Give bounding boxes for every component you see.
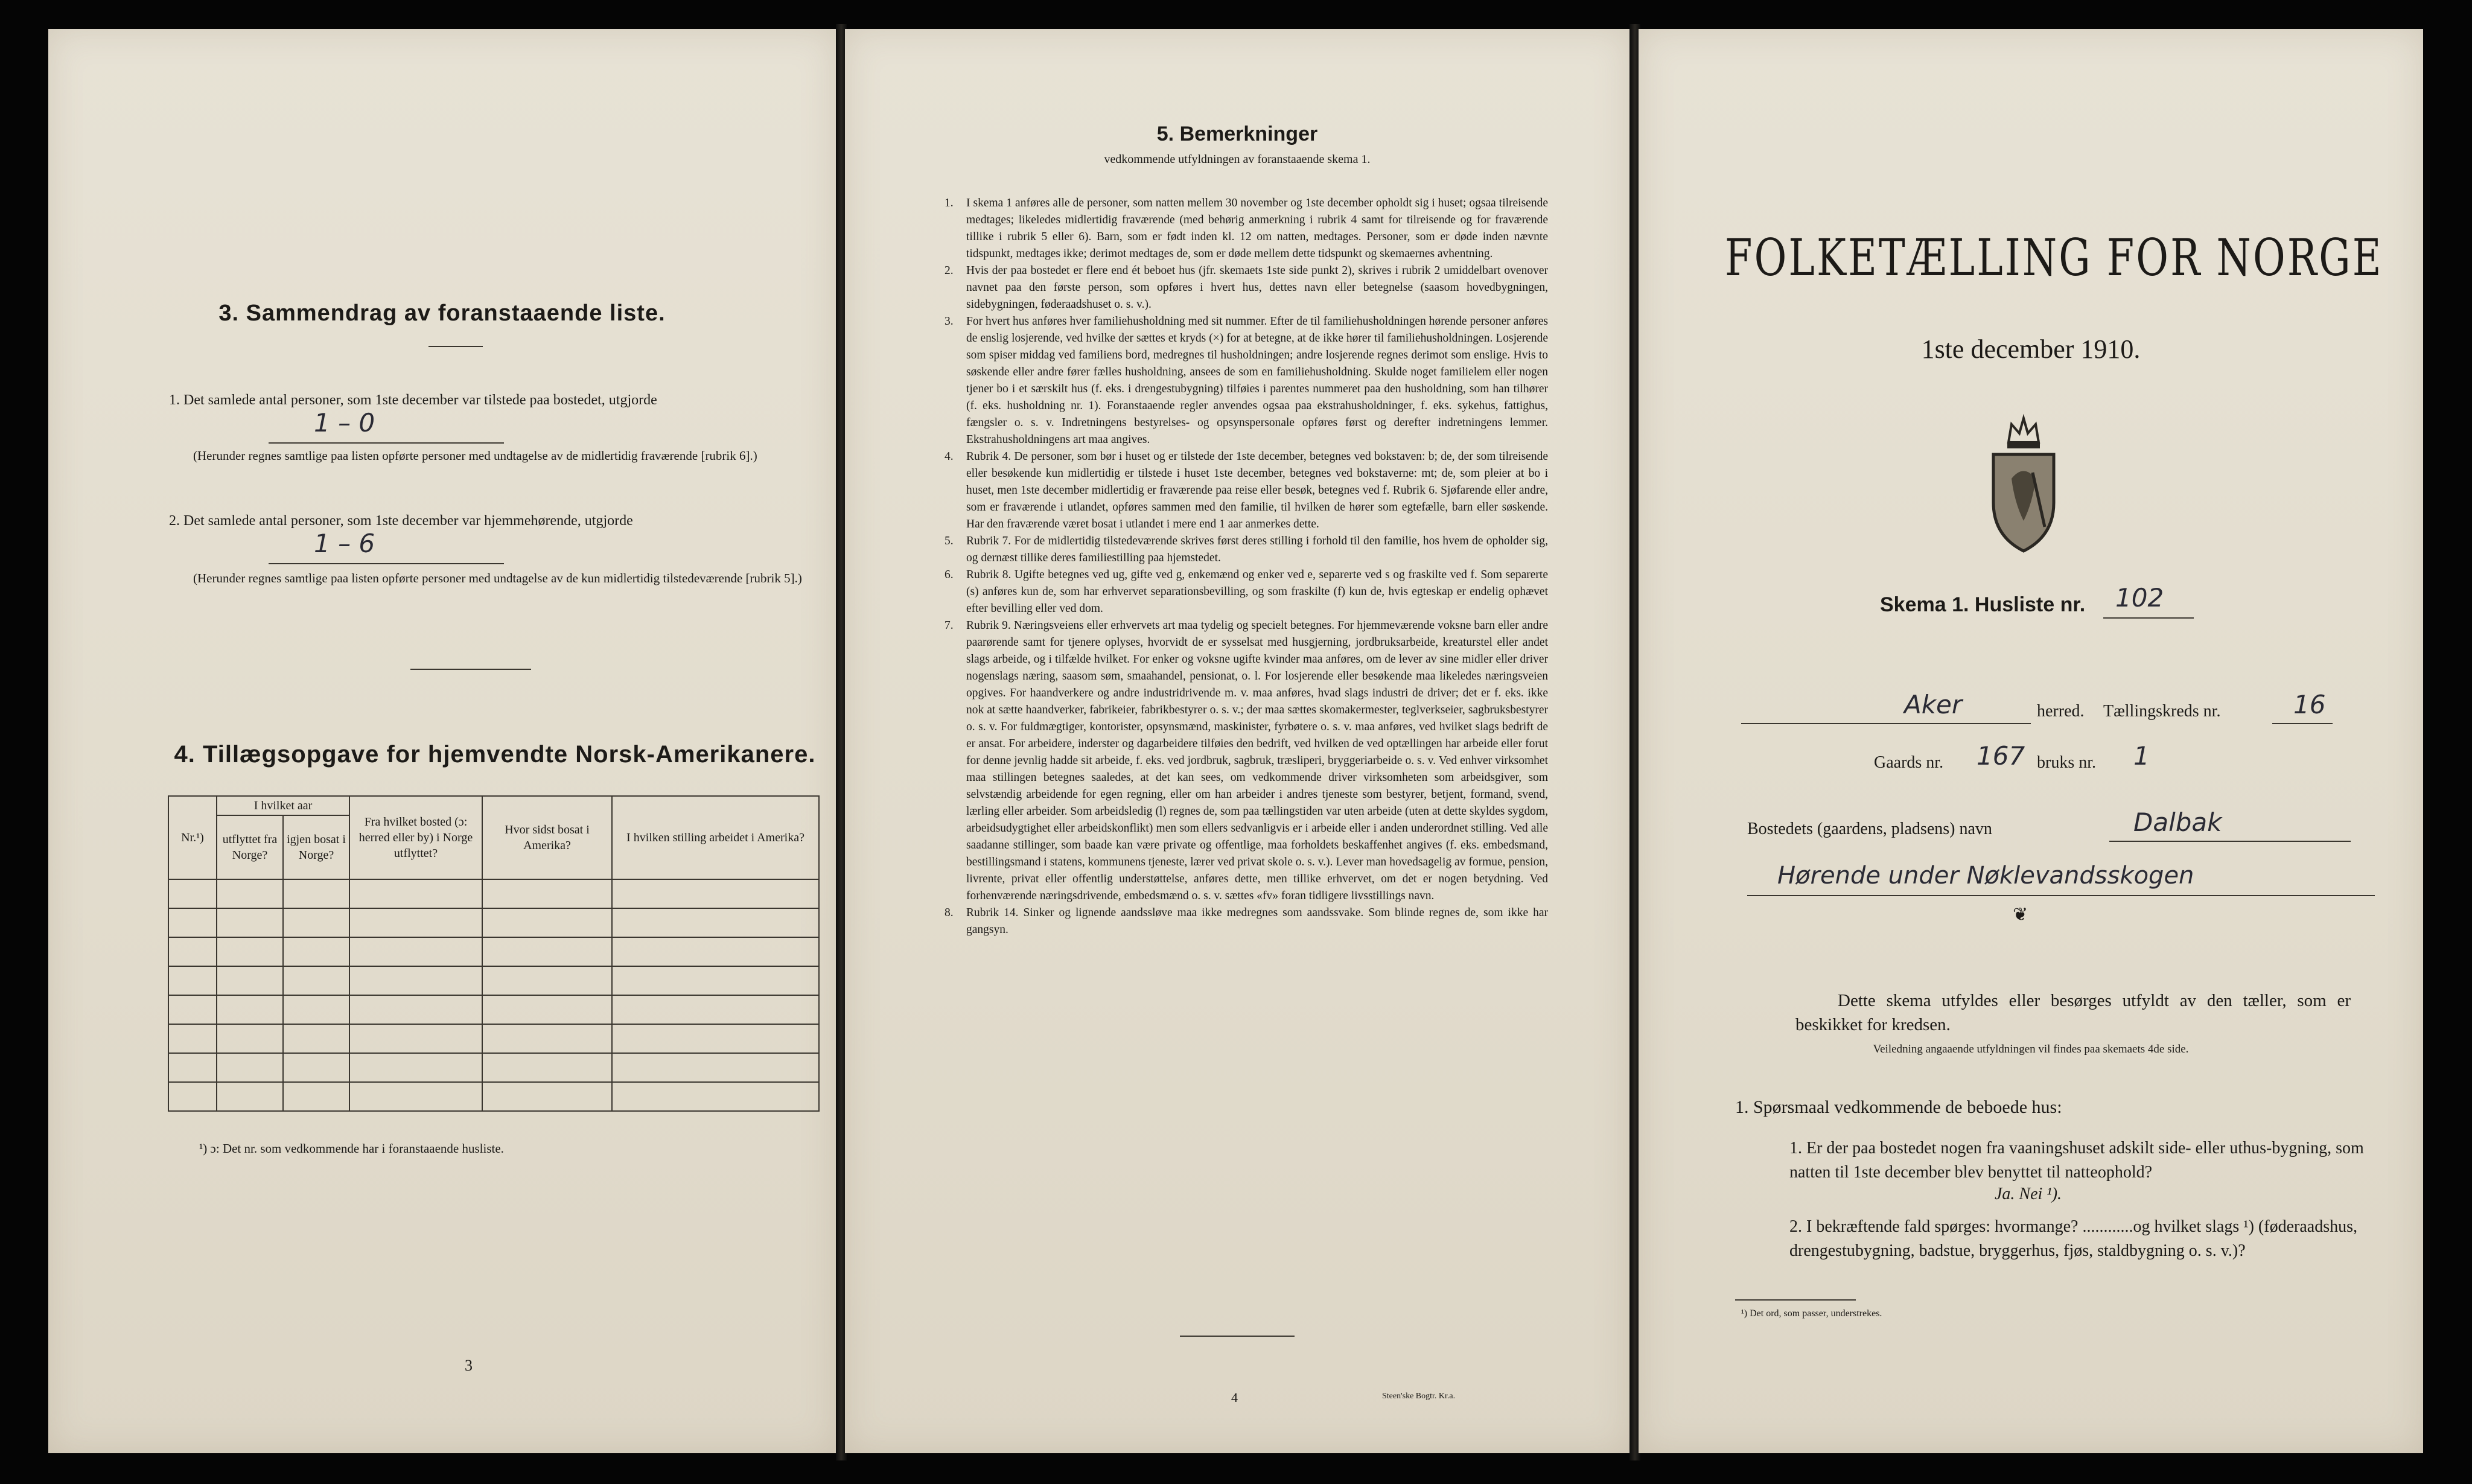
answer-line (2109, 841, 2351, 842)
page-1 (1639, 29, 2423, 1453)
gaards-value: 167 (1977, 741, 2025, 771)
q1-note: (Herunder regnes samtlige paa listen opførte personer med undtagelse av de midlertidig fraværende [rubrik 6].) (193, 448, 757, 463)
question-2: 2. I bekræftende fald spørges: hvormange? ............og hvilket slags ¹) (føderaadshus, drengestubygning, badstue, bryggerhus, fjøs, staldbygning o. s. v.)? (1789, 1217, 2357, 1260)
page-4 (845, 29, 1629, 1453)
table-row (168, 937, 819, 966)
q1-text: 1. Det samlede antal personer, som 1ste december var tilstede paa bostedet, utgjorde (169, 392, 657, 408)
col-group-year: I hvilket aar (217, 796, 349, 815)
bosted-label: Bostedets (gaardens, pladsens) navn (1747, 820, 1992, 838)
bruks-label: bruks nr. (2037, 753, 2096, 772)
list-item: 8. Rubrik 14. Sinker og lignende aandssløve maa ikke medregnes som aandssvake. Som blinde regnes de, som ikke har gangsyn. (945, 906, 1548, 936)
list-item: 6. Rubrik 8. Ugifte betegnes ved ug, gifte ved g, enkemænd og enker ved e, separerte ved s og fraskilte ved f. Som separerte (s) anføres kun de, som har erhvervet separationsbevilling, og som fraskilte (f) kun de, hvis egteskap er endelig ophævet efter bevilling eller ved dom. (945, 568, 1548, 615)
census-date: 1ste december 1910. (1921, 334, 2141, 364)
norsk-amerikanere-table (168, 795, 820, 1112)
table-row (168, 908, 819, 937)
intro-text: Dette skema utfyldes eller besørges utfyldt av den tæller, som er beskikket for kredsen. (1795, 991, 2351, 1034)
divider (1180, 1336, 1295, 1337)
table-row (168, 1053, 819, 1082)
table-footnote: ¹) ɔ: Det nr. som vedkommende har i foranstaaende husliste. (199, 1141, 504, 1156)
ornament-icon: ❦ (2013, 905, 2028, 925)
divider (428, 346, 483, 347)
form-title: FOLKETÆLLING FOR NORGE (1725, 228, 2383, 287)
guide-text: Veiledning angaaende utfyldningen vil findes paa skemaets 4de side. (1873, 1043, 2189, 1056)
divider (410, 669, 531, 670)
table-row (168, 1082, 819, 1111)
list-item: 2. Hvis der paa bostedet er flere end ét beboet hus (jfr. skemaets 1ste side punkt 2), skrives i rubrik 2 umiddelbart ovenover navnet paa den første person, som opføres i hvert hus, dettes navn eller betegnelse (saasom hovedbygningen, sidebygningen, føderaadshuset o. s. v.). (945, 264, 1548, 311)
schema-label: Skema 1. Husliste nr. (1880, 593, 2086, 616)
list-item: 3. For hvert hus anføres hver familiehusholdning med sit nummer. Efter de til familiehusholdningen hørende personer anføres de enslig losjerende, ved hvilke der sættes et kryds (×) for at betegne, at de ikke hører til familiehusholdningen. Losjerende som spiser middag ved familiens bord, medregnes til husholdningen; andre losjerende regnes derimot som enslige. Hvis to søskende eller andre fører fælles husholdning, ansees de som en familiehusholdning. Skulde noget familielem eller nogen tjener bo i et særskilt hus (f. eks. i drengestubygning) tilføies i parentes nummeret paa den husholdning, som han tilhører (f. eks. husholdning nr. 1). Foranstaaende regler anvendes ogsaa paa ekstrahusholdninger, f. eks. sykehus, fattighus, fængsler o. s. v. Indretningens bestyrelses- og opsynspersonale opføres først og derefter indretningens lemmer. Ekstrahusholdningens art maa angives. (945, 315, 1548, 446)
list-item: 4. Rubrik 4. De personer, som bør i huset og er tilstede der 1ste december, betegnes ved bokstaven: b; de, der som tilreisende eller besøkende kun midlertidig er tilstede i huset 1ste december, betegnes ved bokstaverne: mt; de, som pleier at bo i huset, men 1ste december midlertidig er fraværende paa reise eller besøk, betegnes ved f. Rubrik 6. Sjøfarende eller andre, som er fraværende i utlandet, opføres sammen med den familie, til hvilken de hører som egtefælle, barn eller søskende. Har den fraværende været bosat i utlandet i mere end 1 aar anmerkes dette. (945, 450, 1548, 530)
table-row (168, 966, 819, 995)
page-number: 3 (465, 1357, 473, 1374)
gaards-label: Gaards nr. (1874, 753, 1944, 772)
col-emigrated: utflyttet fra Norge? (217, 815, 283, 879)
bruks-value: 1 (2133, 741, 2150, 771)
col-last-residence: Hvor sidst bosat i Amerika? (482, 796, 612, 879)
col-returned: igjen bosat i Norge? (283, 815, 349, 879)
divider (1735, 1299, 1856, 1301)
page-number: 4 (1231, 1390, 1238, 1405)
list-item: 1. I skema 1 anføres alle de personer, som natten mellem 30 november og 1ste december opholdt sig i huset; ogsaa tilreisende medtages; likeledes midlertidig fraværende (med behørig anmerkning i rubrik 4 samt for tilreisende og for fraværende tillike i rubrik 5 eller 6). Barn, som er født inden kl. 12 om natten, medtages. Personer, som er døde inden nævnte tidspunkt, medtages ikke; derimot medtages de, som er døde mellem dette tidspunkt og skemaernes avhentning. (945, 197, 1548, 260)
section3-title: 3. Sammendrag av foranstaaende liste. (218, 301, 666, 326)
table-row (168, 1024, 819, 1053)
table-row (168, 995, 819, 1024)
q1-handwritten: 1 – 0 (314, 408, 375, 438)
q1-answer: Ja. Nei ¹). (1995, 1185, 2062, 1203)
norwegian-coat-of-arms-icon (1978, 406, 2069, 557)
herred-value: Aker (1904, 690, 1963, 719)
answer-line (2103, 617, 2194, 619)
remarks-title: 5. Bemerkninger (1156, 123, 1318, 145)
col-occupation: I hvilken stilling arbeidet i Amerika? (612, 796, 819, 879)
kreds-label: Tællingskreds nr. (2103, 702, 2221, 721)
q2-handwritten: 1 – 6 (314, 529, 375, 558)
page-3 (48, 29, 836, 1453)
list-item: 5. Rubrik 7. For de midlertidig tilstedeværende skrives først deres stilling i forhold til den familie, hos hvem de opholder sig, og dernæst tillike deres familiestilling paa hjemstedet. (945, 535, 1548, 564)
remarks-list (945, 195, 1548, 938)
section4-title: 4. Tillægsopgave for hjemvendte Norsk-Amerikanere. (174, 741, 816, 768)
q2-note: (Herunder regnes samtlige paa listen opførte personer med undtagelse av de kun midlertidig tilstedeværende [rubrik 5].) (193, 571, 802, 585)
bosted-value: Dalbak (2133, 807, 2222, 837)
answer-line (269, 563, 504, 564)
page1-footnote: ¹) Det ord, som passer, understrekes. (1741, 1308, 1882, 1319)
answer-line (2272, 723, 2333, 724)
table-row (168, 879, 819, 908)
schema-value: 102 (2115, 583, 2164, 613)
kreds-value: 16 (2293, 690, 2326, 719)
section1-title: 1. Spørsmaal vedkommende de beboede hus: (1735, 1097, 2062, 1117)
answer-line (1747, 895, 2375, 896)
herred-label: herred. (2037, 702, 2085, 721)
col-from-where: Fra hvilket bosted (ɔ: herred eller by) i Norge utflyttet? (349, 796, 482, 879)
remarks-subtitle: vedkommende utfyldningen av foranstaaende skema 1. (1104, 153, 1371, 166)
list-item: 7. Rubrik 9. Næringsveiens eller erhvervets art maa tydelig og specielt betegnes. For hjemmeværende voksne barn eller andre paarørende samt for tjenere oplyses, hvorvidt de er sysselsat med husgjerning, jordbruksarbeide, kreaturstel eller andet slags arbeide, og i tilfælde hvilket. For enker og voksne ugifte kvinder maa anføres, om de lever av sine midler eller driver nogenslags næring, saasom søm, smaahandel, pensionat, o. l. For losjerende eller besøkende maa likeledes næringsveien opgives. For haandverkere og andre industridrivende m. v. maa anføres, hvad slags industri de driver; det er f. eks. ikke nok at sætte haandverker, fabrikeier, fabrikbestyrer o. s. v.; der maa sættes skomakermester, teglverkseier, sagbruksbestyrer o. s. v. For fuldmægtiger, kontorister, opsynsmænd, maskinister, fyrbøtere o. s. v. maa anføres, ved hvilket slags bedrift de er ansat. For arbeidere, inderster og dagarbeidere tilføies den bedrift, ved hvilken de ved optællingen har arbeide eller forut for denne jevnlig hadde sit arbeide, f. eks. ved jordbruk, sagbruk, træsliperi, bryggeriarbeide o. s. v. Ved enhver virksomhet maa stillingen betegnes saaledes, at det kan sees, om vedkommende driver virksomheten som arbeidsgiver, som selvstændig arbeidende for egen regning, eller om han arbeider i andres tjeneste som bestyrer, betjent, formand, svend, lærling eller arbeider. Som arbeidsledig (l) regnes de, som paa tællingstiden var uten arbeide (uten at dette skyldes sygdom, arbeidsudygtighet eller arbeidskonflikt) men som ellers sedvanligvis er i arbeide eller i anden underordnet stilling. Ved alle saadanne stillinger, som baade kan være private og offentlige, maa forholdets beskaffenhet angives (f. eks. embedsmand, bestillingsmand i statens, kommunens tjeneste, lærer ved privat skole o. s. v.). Lever man hovedsagelig av formue, pension, livrente, privat eller offentlig understøttelse, anføres dette, men tillike erhvervet, om det er nogen betydning. Ved forhenværende næringsdrivende, embedsmænd o. s. v. sættes «fv» foran tidligere livsstillings navn. (945, 619, 1548, 902)
bosted-extra: Hørende under Nøklevandsskogen (1777, 862, 2194, 890)
printer-mark: Steen'ske Bogtr. Kr.a. (1382, 1392, 1456, 1401)
col-nr: Nr.¹) (168, 796, 217, 879)
q2-text: 2. Det samlede antal personer, som 1ste december var hjemmehørende, utgjorde (169, 513, 633, 529)
question-1: 1. Er der paa bostedet nogen fra vaaningshuset adskilt side- eller uthus-bygning, som natten til 1ste december blev benyttet til natteophold? (1789, 1139, 2364, 1182)
answer-line (269, 442, 504, 444)
answer-line (1741, 723, 2031, 724)
